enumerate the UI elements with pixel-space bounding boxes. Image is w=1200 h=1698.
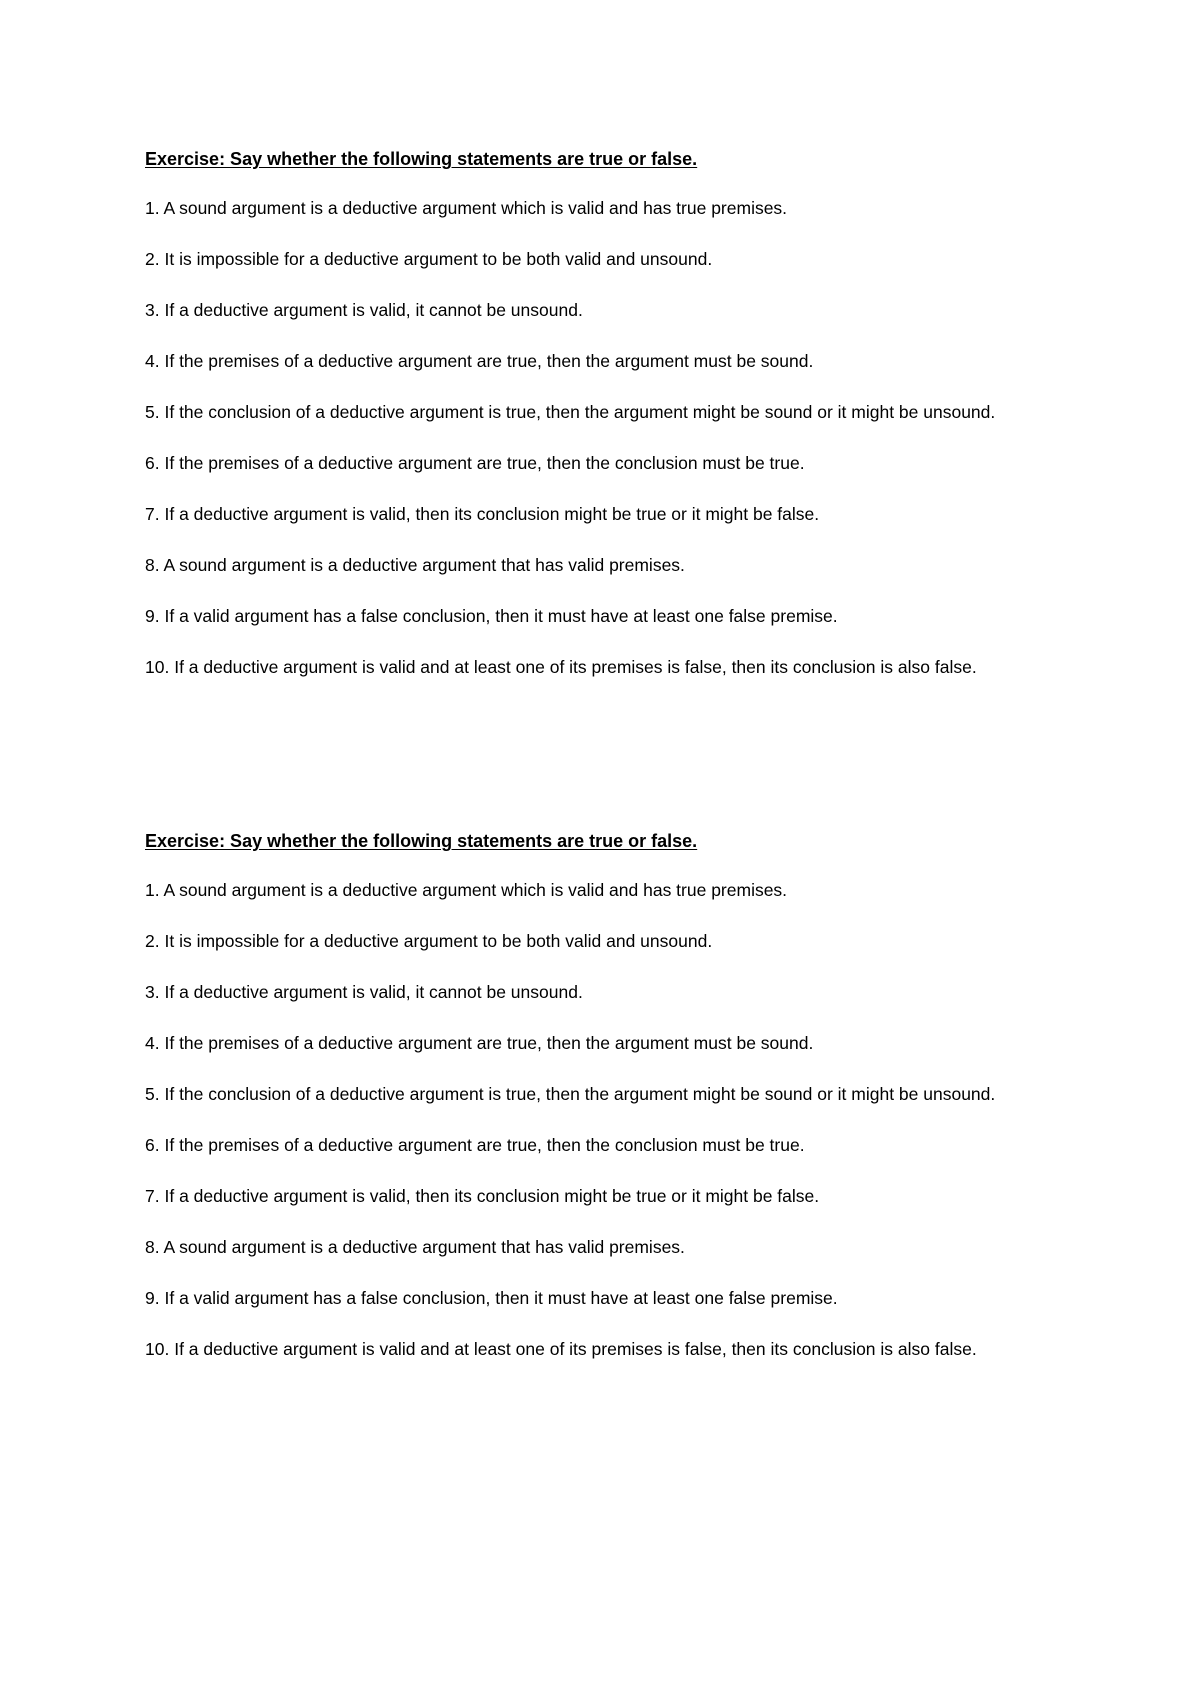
statement-text: A sound argument is a deductive argument that has valid premises.	[163, 1237, 685, 1257]
statement-item	[145, 396, 1070, 428]
statement-item	[145, 1333, 1070, 1365]
statement-number: 9.	[145, 606, 160, 626]
statement-text: If a valid argument has a false conclusion, then it must have at least one false premise.	[164, 1288, 838, 1308]
statement-number: 7.	[145, 1186, 160, 1206]
statement-text: It is impossible for a deductive argument to be both valid and unsound.	[164, 249, 713, 269]
statement-number: 6.	[145, 1135, 160, 1155]
statement-text: If the premises of a deductive argument are true, then the conclusion must be true.	[164, 453, 805, 473]
statement-item	[145, 874, 1070, 906]
statement-item	[145, 447, 1070, 479]
statement-number: 3.	[145, 982, 160, 1002]
statement-text: If the premises of a deductive argument are true, then the conclusion must be true.	[164, 1135, 805, 1155]
statement-number: 2.	[145, 931, 160, 951]
exercise-section	[145, 148, 1070, 702]
statement-item	[145, 1180, 1070, 1212]
statement-item	[145, 345, 1070, 377]
statement-item	[145, 600, 1070, 632]
statement-number: 8.	[145, 555, 160, 575]
statement-item	[145, 976, 1070, 1008]
statement-list	[145, 192, 1070, 683]
statement-number: 1.	[145, 880, 160, 900]
statement-item	[145, 294, 1070, 326]
statement-text: A sound argument is a deductive argument which is valid and has true premises.	[163, 880, 788, 900]
statement-number: 8.	[145, 1237, 160, 1257]
statement-item	[145, 243, 1070, 275]
statement-number: 5.	[145, 1084, 160, 1104]
statement-text: If a deductive argument is valid, it cannot be unsound.	[164, 982, 583, 1002]
statement-item	[145, 1282, 1070, 1314]
statement-text: If a deductive argument is valid, then its conclusion might be true or it might be false.	[164, 504, 820, 524]
exercise-section	[145, 830, 1070, 1384]
statement-text: If a deductive argument is valid, then its conclusion might be true or it might be false.	[164, 1186, 820, 1206]
statement-text: If the premises of a deductive argument are true, then the argument must be sound.	[164, 1033, 814, 1053]
statement-text: If a valid argument has a false conclusion, then it must have at least one false premise.	[164, 606, 838, 626]
statement-number: 3.	[145, 300, 160, 320]
exercise-heading: Exercise: Say whether the following statements are true or false.	[145, 149, 698, 169]
statement-item	[145, 1129, 1070, 1161]
statement-number: 10.	[145, 657, 170, 677]
statement-number: 7.	[145, 504, 160, 524]
statement-text: If a deductive argument is valid and at least one of its premises is false, then its conclusion is also false.	[174, 1339, 977, 1359]
statement-text: It is impossible for a deductive argument to be both valid and unsound.	[164, 931, 713, 951]
statement-text: A sound argument is a deductive argument that has valid premises.	[163, 555, 685, 575]
statement-item	[145, 1027, 1070, 1059]
statement-item	[145, 192, 1070, 224]
statement-item	[145, 1078, 1070, 1110]
statement-text: A sound argument is a deductive argument which is valid and has true premises.	[163, 198, 788, 218]
statement-number: 1.	[145, 198, 160, 218]
statement-number: 4.	[145, 1033, 160, 1053]
statement-item	[145, 498, 1070, 530]
statement-number: 10.	[145, 1339, 170, 1359]
statement-item	[145, 651, 1070, 683]
exercise-heading: Exercise: Say whether the following statements are true or false.	[145, 831, 698, 851]
statement-item	[145, 925, 1070, 957]
statement-number: 5.	[145, 402, 160, 422]
statement-number: 4.	[145, 351, 160, 371]
statement-item	[145, 1231, 1070, 1263]
statement-list	[145, 874, 1070, 1365]
statement-text: If a deductive argument is valid, it cannot be unsound.	[164, 300, 583, 320]
statement-number: 2.	[145, 249, 160, 269]
statement-number: 6.	[145, 453, 160, 473]
statement-text: If the conclusion of a deductive argument is true, then the argument might be sound or it might be unsound.	[164, 1084, 996, 1104]
statement-item	[145, 549, 1070, 581]
statement-text: If a deductive argument is valid and at least one of its premises is false, then its conclusion is also false.	[174, 657, 977, 677]
statement-number: 9.	[145, 1288, 160, 1308]
statement-text: If the premises of a deductive argument are true, then the argument must be sound.	[164, 351, 814, 371]
statement-text: If the conclusion of a deductive argument is true, then the argument might be sound or it might be unsound.	[164, 402, 996, 422]
